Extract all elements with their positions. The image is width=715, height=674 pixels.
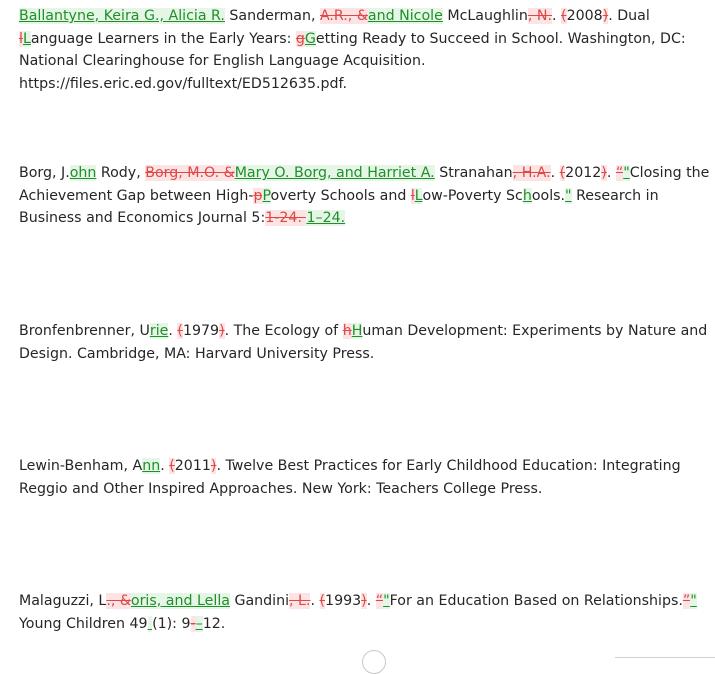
tracked-deletion: h [342, 323, 352, 339]
tracked-deletion: ) [219, 323, 225, 339]
reference-text: etting Ready to Succeed in School. Washington, DC: National Clearinghouse for English Language Acquisition. https://files.eric.ed.gov/fulltext/ED512635.pdf. [19, 30, 691, 92]
reference-text: 1979 [182, 323, 220, 339]
tracked-deletion: ) [601, 165, 607, 181]
tracked-deletion: ( [319, 593, 326, 609]
tracked-insertion: and Nicole [367, 8, 443, 24]
tracked-insertion: Mary O. Borg, and Harriet A. [234, 165, 435, 181]
tracked-deletion: g [295, 30, 305, 47]
reference-entry-bronfenbrenner [19, 320, 711, 365]
reference-text: For an Education Based on Relationships. [389, 593, 683, 609]
reference-text: . [366, 593, 376, 609]
reference-text: Bronfenbrenner, U [19, 323, 150, 339]
reference-text: . [606, 165, 616, 181]
page-divider [615, 657, 715, 658]
tracked-deletion: “ [615, 165, 624, 181]
tracked-insertion: " [383, 593, 390, 609]
reference-text: . [551, 8, 562, 24]
tracked-deletion: p [253, 187, 263, 204]
reference-text: . [550, 165, 560, 181]
reference-text: 12. [202, 615, 226, 632]
tracked-insertion: " [690, 593, 697, 609]
reference-text: Research in Business and Economics Journal 5: [19, 187, 664, 226]
reference-entry-lewin-benham [19, 455, 711, 500]
reference-text: . Dual [608, 8, 655, 24]
reference-text: Rody, [96, 165, 146, 181]
reference-text: Stranahan [434, 165, 513, 181]
tracked-insertion: ohn [69, 165, 97, 181]
reference-entry-ballantyne [19, 5, 711, 95]
reference-text: 1993 [325, 593, 362, 609]
tracked-insertion: oris, and Lella [130, 593, 230, 609]
reference-text: Young Children 49 [19, 593, 702, 632]
tracked-deletion: ( [169, 458, 175, 474]
reference-text: Borg, J. [19, 165, 70, 181]
reference-text: Malaguzzi, L [19, 593, 107, 609]
reference-text: . The Ecology of [224, 323, 343, 339]
reference-text: Gandini [229, 593, 290, 609]
reference-text: Sanderman, [224, 8, 320, 24]
reference-text: uman Development: Experiments by Nature and Design. Cambridge, MA: Harvard University Press. [19, 323, 712, 362]
reference-text: anguage Learners in the Early Years: [30, 30, 296, 47]
reference-text: . Twelve Best Practices for Early Childhood Education: Integrating Reggio and Other Inspired Approaches. New York: Teachers College Press. [19, 458, 686, 497]
tracked-deletion: ( [561, 8, 567, 24]
tracked-insertion: 1–24. [306, 210, 346, 226]
reference-text: 2011 [174, 458, 211, 474]
reference-text: Closing the Achievement Gap between High- [19, 165, 714, 204]
tracked-deletion: “ [375, 593, 384, 609]
scroll-handle[interactable] [362, 650, 386, 674]
tracked-insertion: G [304, 30, 316, 47]
reference-text: Lewin-Benham, A [19, 458, 143, 474]
reference-text: . [160, 458, 170, 474]
reference-text: overty Schools and [270, 187, 411, 204]
tracked-deletion: ., & [106, 593, 131, 609]
tracked-deletion: ” [682, 593, 691, 609]
tracked-insertion: h [522, 187, 532, 204]
tracked-insertion: L [22, 30, 31, 47]
reference-entry-borg [19, 162, 714, 230]
tracked-deletion: ) [210, 458, 217, 474]
tracked-deletion: ) [602, 8, 609, 24]
tracked-deletion: ( [177, 323, 183, 339]
reference-text: . [168, 323, 178, 339]
tracked-deletion: l [19, 30, 23, 47]
tracked-insertion: L [414, 187, 423, 204]
tracked-deletion: ( [559, 165, 566, 181]
tracked-insertion: nn [142, 458, 161, 474]
reference-text: 2012 [565, 165, 602, 181]
tracked-deletion: ) [361, 593, 367, 609]
tracked-insertion: – [195, 615, 203, 632]
tracked-insertion: H [351, 323, 363, 339]
tracked-insertion: rie [149, 323, 169, 339]
tracked-deletion: A.R., & [319, 8, 368, 24]
tracked-insertion: Ballantyne, Keira G., Alicia R. [19, 8, 225, 24]
reference-entry-malaguzzi [19, 590, 711, 635]
reference-text: ow-Poverty Sc [422, 187, 523, 204]
tracked-insertion: P [262, 187, 271, 204]
reference-text: (1): 9 [152, 615, 191, 632]
tracked-deletion: , N. [527, 8, 552, 24]
reference-text: ools. [531, 187, 566, 204]
tracked-deletion: l [410, 187, 415, 204]
tracked-deletion: 1-24. [265, 210, 307, 226]
reference-text: 2008 [566, 8, 603, 24]
tracked-insertion: " [623, 165, 630, 181]
reference-text: McLaughlin [442, 8, 528, 24]
tracked-deletion: , L. [289, 593, 311, 609]
reference-text: . [310, 593, 320, 609]
tracked-deletion: - [190, 615, 196, 632]
tracked-deletion: , H.A. [512, 165, 551, 181]
tracked-deletion: Borg, M.O. & [145, 165, 235, 181]
tracked-insertion: " [565, 187, 572, 204]
